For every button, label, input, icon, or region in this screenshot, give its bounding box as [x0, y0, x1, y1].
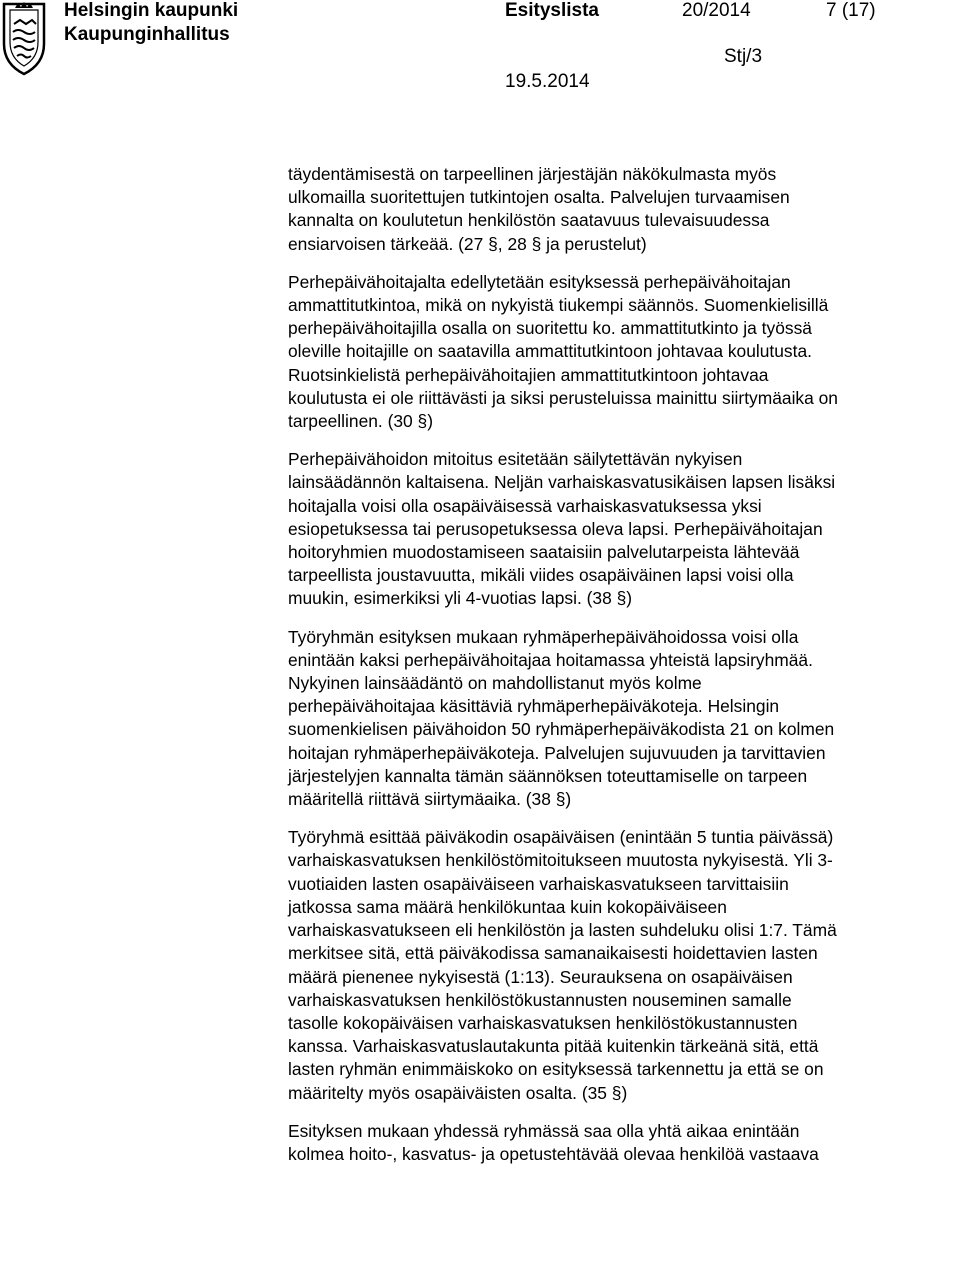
document-number: 20/2014 [682, 0, 751, 21]
text-line: suomenkielisen päivähoidon 50 ryhmäperhepäiväkodista 21 on kolmen [288, 719, 835, 740]
text-line: varhaiskasvatukseen eli henkilöstön ja lasten suhdeluku olisi 1:7. Tämä [288, 920, 837, 941]
text-line: määritelty myös osapäiväisten osalta. (35 §) [288, 1082, 628, 1103]
document-type: Esityslista [505, 0, 599, 21]
text-line: koulutusta ei ole riittävästi ja siksi perusteluissa mainittu siirtymäaika on [288, 387, 838, 408]
text-line: varhaiskasvatuksen henkilöstömitoitukseen muutosta nykyisestä. Yli 3- [288, 850, 833, 871]
text-line: varhaiskasvatuksen henkilöstökustannusten nouseminen samalle [288, 989, 792, 1010]
text-line: määritellä riittävä siirtymäaika. (38 §) [288, 789, 572, 810]
text-line: ulkomailla suoritettujen tutkintojen osalta. Palvelujen turvaamisen [288, 187, 790, 208]
text-line: Työryhmä esittää päiväkodin osapäiväisen (enintään 5 tuntia päivässä) [288, 827, 834, 848]
paragraph [288, 1120, 948, 1166]
text-line: hoitoryhmien muodostamiseen saataisiin palvelutarpeista lähtevää [288, 542, 800, 563]
text-line: lasten ryhmän enimmäiskoko on esityksessä tarkennettu ja että se on [288, 1059, 824, 1080]
page-number: 7 (17) [826, 0, 876, 21]
text-line: hoitajan ryhmäperhepäiväkoteja. Palvelujen sujuvuuden ja tarvittavien [288, 742, 826, 763]
text-line: määrä pienenee nykyisestä (1:13). Seurauksena on osapäiväisen [288, 966, 793, 987]
board-name: Kaupunginhallitus [64, 24, 230, 45]
text-line: enintään kaksi perhepäivähoitajaa hoitamassa yhteistä lapsiryhmää. [288, 649, 813, 670]
city-name: Helsingin kaupunki [64, 0, 239, 21]
text-line: esiopetuksessa tai perusopetuksessa oleva lapsi. Perhepäivähoitajan [288, 518, 823, 539]
text-line: Perhepäivähoitajalta edellytetään esityksessä perhepäivähoitajan [288, 271, 791, 292]
text-line: ammattitutkintoa, mikä on nykyistä tiukempi säännös. Suomenkielisillä [288, 295, 829, 316]
helsinki-crest-icon [0, 0, 48, 78]
paragraph [288, 626, 948, 812]
text-line: kannalta on koulutetun henkilöstön saatavuus tulevaisuudessa [288, 210, 770, 231]
text-line: Esityksen mukaan yhdessä ryhmässä saa olla yhtä aikaa enintään [288, 1120, 800, 1141]
text-line: Nykyinen lainsäädäntö on mahdollistanut myös kolme [288, 673, 702, 694]
text-line: tarpeellinen. (30 §) [288, 411, 434, 432]
text-line: jatkossa sama määrä henkilökuntaa kuin kokopäiväiseen [288, 896, 727, 917]
agenda-item-code: Stj/3 [724, 46, 763, 67]
text-line: merkitsee sitä, että päiväkodissa samanaikaisesti hoidettavien lasten [288, 943, 818, 964]
text-line: tarpeellista joustavuutta, mikäli viides osapäiväinen lapsi voisi olla [288, 565, 794, 586]
text-line: perhepäivähoitajaa käsittäviä ryhmäperhepäiväkoteja. Helsingin [288, 696, 780, 717]
text-line: hoitajalla voisi olla osapäiväisessä varhaiskasvatuksessa yksi [288, 495, 762, 516]
paragraph [288, 826, 948, 1104]
text-line: oleville hoitajille on saatavilla ammattitutkintoon johtavaa koulutusta. [288, 341, 812, 362]
paragraph [288, 448, 948, 610]
text-line: tasolle kokopäiväisen varhaiskasvatuksen henkilöstökustannusten [288, 1012, 798, 1033]
paragraph [288, 163, 948, 256]
text-line: perhepäivähoitajilla osalla on suoritettu ko. ammattitutkinto ja työssä [288, 318, 812, 339]
paragraph [288, 271, 948, 433]
text-line: järjestelyjen kannalta tämän säännöksen toteuttamiselle on tarpeen [288, 765, 808, 786]
meeting-date: 19.5.2014 [505, 71, 590, 92]
text-line: Työryhmän esityksen mukaan ryhmäperhepäivähoidossa voisi olla [288, 626, 799, 647]
text-line: vuotiaiden lasten osapäiväiseen varhaiskasvatukseen tarvittaisiin [288, 873, 789, 894]
text-line: täydentämisestä on tarpeellinen järjestäjän näkökulmasta myös [288, 164, 777, 184]
text-line: kolmea hoito-, kasvatus- ja opetustehtävää olevaa henkilöä vastaava [288, 1143, 819, 1164]
text-line: lainsäädännön kaltaisena. Neljän varhaiskasvatusikäisen lapsen lisäksi [288, 472, 836, 493]
text-line: muukin, esimerkiksi yli 4-vuotias lapsi. (38 §) [288, 588, 633, 609]
text-line: kanssa. Varhaiskasvatuslautakunta pitää kuitenkin tärkeänä sitä, että [288, 1036, 819, 1057]
text-line: ensiarvoisen tärkeää. (27 §, 28 § ja perustelut) [288, 233, 647, 254]
text-line: Ruotsinkielistä perhepäivähoitajien ammattitutkintoon johtavaa [288, 364, 769, 385]
text-line: Perhepäivähoidon mitoitus esitetään säilytettävän nykyisen [288, 449, 743, 470]
body-text [288, 163, 948, 1181]
